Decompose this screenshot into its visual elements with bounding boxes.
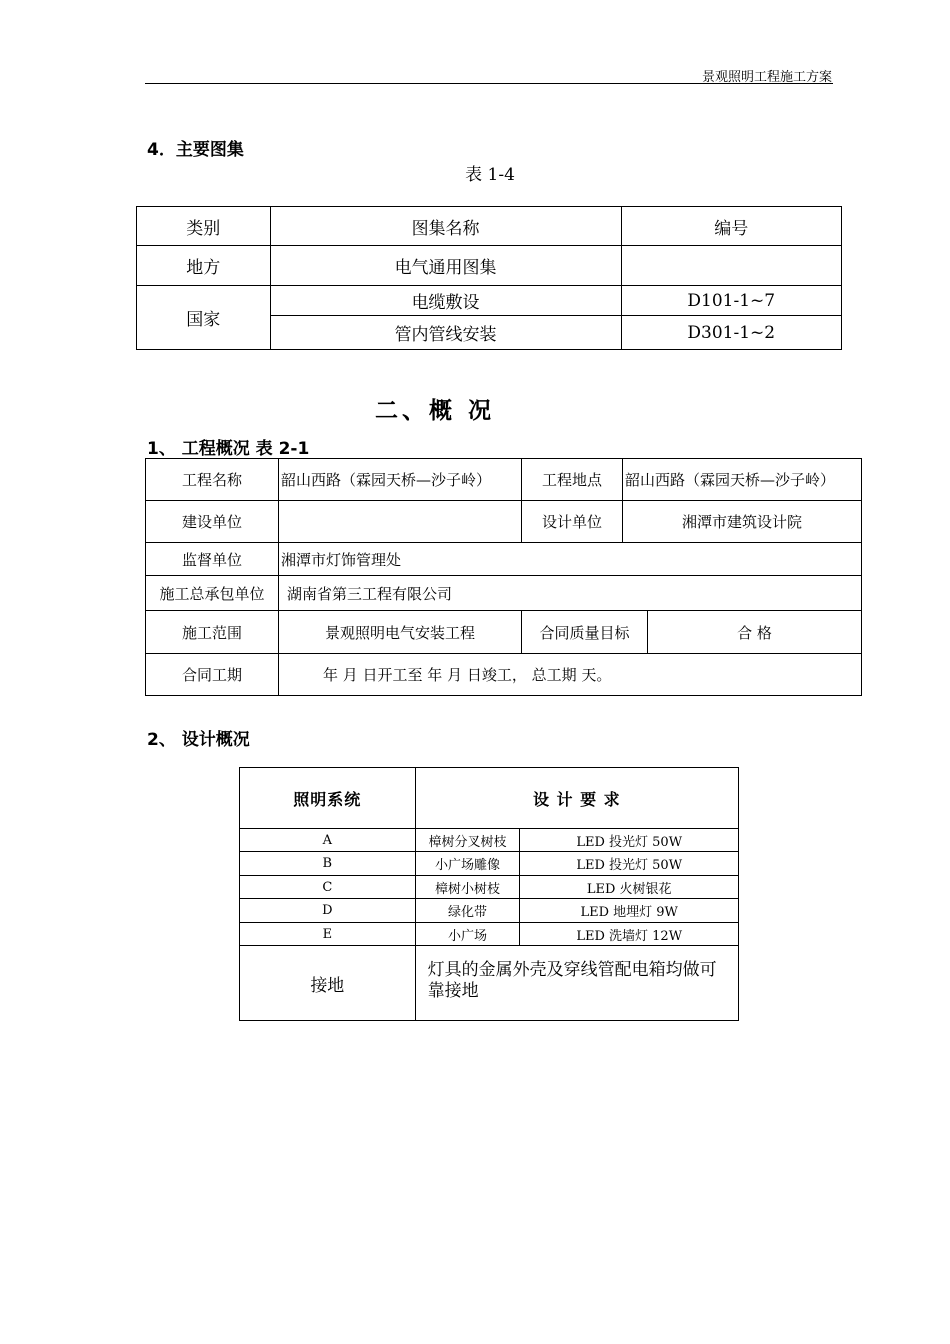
grounding-requirement: 灯具的金属外壳及穿线管配电箱均做可靠接地 bbox=[415, 946, 738, 1021]
section-4-heading: 4．主要图集 bbox=[147, 140, 244, 160]
table-row bbox=[146, 543, 862, 576]
table-row bbox=[240, 852, 739, 876]
table-1-4-caption: 表 1-4 bbox=[465, 165, 515, 185]
cell-atlas-name: 管内管线安装 bbox=[270, 316, 621, 350]
label-quality-goal: 合同质量目标 bbox=[522, 611, 648, 654]
table-row bbox=[240, 876, 739, 899]
label-project-name: 工程名称 bbox=[146, 459, 279, 501]
cell-code bbox=[621, 246, 841, 286]
table-row bbox=[137, 286, 842, 316]
cell-location: 樟树分叉树枝 bbox=[415, 829, 520, 852]
value-designer: 湘潭市建筑设计院 bbox=[623, 501, 862, 543]
header-rule bbox=[145, 83, 833, 84]
value-quality-goal: 合 格 bbox=[648, 611, 862, 654]
cell-category: 地方 bbox=[137, 246, 271, 286]
cell-atlas-name: 电缆敷设 bbox=[270, 286, 621, 316]
value-duration: 年 月 日开工至 年 月 日竣工， 总工期 天。 bbox=[279, 654, 862, 696]
cell-system: E bbox=[240, 923, 416, 946]
label-contractor: 施工总承包单位 bbox=[146, 576, 279, 611]
project-overview-table bbox=[145, 458, 862, 696]
table-header-row bbox=[240, 768, 739, 829]
cell-fixture: LED 洗墙灯 12W bbox=[520, 923, 739, 946]
table-row bbox=[240, 829, 739, 852]
section-1-heading: 1、 工程概况 表 2-1 bbox=[147, 439, 310, 459]
value-supervisor: 湘潭市灯饰管理处 bbox=[279, 543, 862, 576]
label-designer: 设计单位 bbox=[522, 501, 623, 543]
cell-system: B bbox=[240, 852, 416, 876]
table-row bbox=[146, 576, 862, 611]
table-row bbox=[240, 946, 739, 1021]
table-row bbox=[146, 654, 862, 696]
cell-atlas-name: 电气通用图集 bbox=[270, 246, 621, 286]
cell-fixture: LED 火树银花 bbox=[520, 876, 739, 899]
label-builder: 建设单位 bbox=[146, 501, 279, 543]
cell-fixture: LED 投光灯 50W bbox=[520, 852, 739, 876]
drawing-atlas-table bbox=[136, 206, 842, 350]
table-row bbox=[137, 246, 842, 286]
table-row bbox=[146, 459, 862, 501]
table-header-row bbox=[137, 207, 842, 246]
table-row bbox=[240, 899, 739, 923]
col-header-lighting-system: 照明系统 bbox=[240, 768, 416, 829]
col-header-category: 类别 bbox=[137, 207, 271, 246]
label-duration: 合同工期 bbox=[146, 654, 279, 696]
cell-location: 樟树小树枝 bbox=[415, 876, 520, 899]
col-header-design-requirement: 设 计 要 求 bbox=[415, 768, 738, 829]
page-header-title: 景观照明工程施工方案 bbox=[701, 70, 832, 85]
value-scope: 景观照明电气安装工程 bbox=[279, 611, 522, 654]
cell-code: D101-1~7 bbox=[621, 286, 841, 316]
label-supervisor: 监督单位 bbox=[146, 543, 279, 576]
cell-location: 小广场雕像 bbox=[415, 852, 520, 876]
cell-system: D bbox=[240, 899, 416, 923]
cell-code: D301-1~2 bbox=[621, 316, 841, 350]
value-project-location: 韶山西路（霖园天桥—沙子岭） bbox=[623, 459, 862, 501]
value-contractor: 湖南省第三工程有限公司 bbox=[279, 576, 862, 611]
table-row bbox=[146, 501, 862, 543]
label-scope: 施工范围 bbox=[146, 611, 279, 654]
section-2-heading: 2、 设计概况 bbox=[147, 730, 250, 750]
col-header-atlas-name: 图集名称 bbox=[270, 207, 621, 246]
grounding-label: 接地 bbox=[240, 946, 416, 1021]
label-project-location: 工程地点 bbox=[522, 459, 623, 501]
value-project-name: 韶山西路（霖园天桥—沙子岭） bbox=[279, 459, 522, 501]
design-overview-table bbox=[239, 767, 739, 1021]
cell-system: A bbox=[240, 829, 416, 852]
cell-category: 国家 bbox=[137, 286, 271, 350]
table-row bbox=[240, 923, 739, 946]
cell-fixture: LED 地埋灯 9W bbox=[520, 899, 739, 923]
cell-location: 绿化带 bbox=[415, 899, 520, 923]
cell-fixture: LED 投光灯 50W bbox=[520, 829, 739, 852]
value-builder bbox=[279, 501, 522, 543]
col-header-code: 编号 bbox=[621, 207, 841, 246]
chapter-title: 二、概 况 bbox=[374, 398, 495, 424]
cell-location: 小广场 bbox=[415, 923, 520, 946]
table-row bbox=[146, 611, 862, 654]
cell-system: C bbox=[240, 876, 416, 899]
